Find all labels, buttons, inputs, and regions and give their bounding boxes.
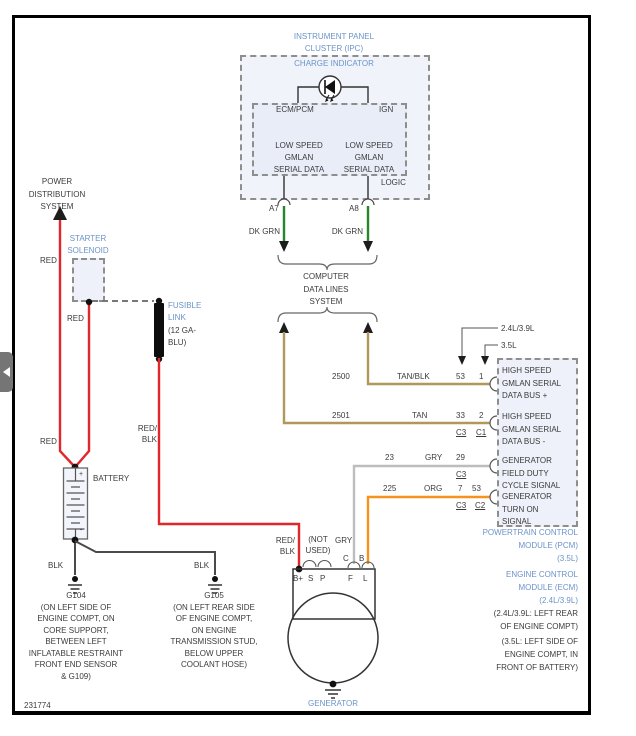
- ecm-pcm-label: ECM/PCM: [276, 105, 314, 114]
- blk-ground-g104-wire: [68, 543, 82, 593]
- circuit-2500-number: 2500: [332, 372, 350, 381]
- generator-conn-b-label: B: [359, 554, 365, 563]
- circuit-225-color: ORG: [424, 484, 443, 493]
- redblk-wire-label-generator: RED/ BLK: [275, 536, 295, 556]
- ign-label: IGN: [379, 105, 394, 114]
- signal-hs-gmlan-plus: HIGH SPEED GMLAN SERIAL DATA BUS +: [502, 366, 562, 400]
- blk-wire-label-g104: BLK: [48, 561, 64, 570]
- signal-turn-on: GENERATOR TURN ON SIGNAL: [502, 492, 552, 526]
- connector-c2-label: C2: [475, 501, 486, 510]
- connector-c1-label: C1: [476, 428, 487, 437]
- computer-data-lines-label: COMPUTER DATA LINES SYSTEM: [303, 272, 349, 306]
- circuit-2501-pin-a: 33: [456, 411, 465, 420]
- battery-plus-sign: +: [79, 471, 84, 478]
- connector-c3-label-1: C3: [456, 428, 467, 437]
- terminal-bplus: B+: [293, 574, 304, 583]
- circuit-2500-pin-a: 53: [456, 372, 465, 381]
- signal-hs-gmlan-minus: HIGH SPEED GMLAN SERIAL DATA BUS -: [502, 412, 562, 446]
- fusible-link-label-2: LINK: [168, 313, 186, 322]
- circuit-225-number: 225: [383, 484, 397, 493]
- pin-a7-label: A7: [269, 204, 279, 213]
- ground-g105-note: G105 (ON LEFT REAR SIDE OF ENGINE COMPT, ON ENGINE TRANSMISSION STUD, BELOW UPPER COOLANT HOSE): [170, 591, 258, 669]
- battery-label: BATTERY: [93, 474, 130, 483]
- not-used-note: (NOT USED): [305, 535, 331, 555]
- pcm-module-label: POWERTRAIN CONTROL MODULE (PCM) (3.5L): [482, 528, 578, 563]
- circuit-225-pin-a: 7: [458, 484, 463, 493]
- low-speed-gmlan-left: LOW SPEED GMLAN SERIAL DATA: [273, 141, 325, 174]
- generator-label: GENERATOR: [308, 699, 358, 708]
- fusible-link-spec-2: BLU): [168, 338, 187, 347]
- redblk-wire-label-link: RED/ BLK: [137, 424, 157, 444]
- pcm-location-note: (3.5L: LEFT SIDE OF ENGINE COMPT, IN FRONT OF BATTERY): [496, 637, 578, 672]
- ecm-module-label: ENGINE CONTROL MODULE (ECM) (2.4L/3.9L): [505, 570, 578, 605]
- terminal-s: S: [308, 574, 314, 583]
- diagram-number: 231774: [24, 701, 51, 710]
- ipc-title: INSTRUMENT PANEL CLUSTER (IPC): [293, 32, 375, 53]
- power-distribution-label: POWER DISTRIBUTION SYSTEM: [28, 177, 86, 211]
- red-wire-label-2: RED: [67, 314, 84, 323]
- fusible-link-symbol: [86, 298, 164, 362]
- blk-wire-label-g105: BLK: [194, 561, 210, 570]
- gry-wire-label-generator: GRY: [335, 536, 353, 545]
- collapse-left-arrow-icon: [3, 367, 10, 377]
- starter-solenoid-label: STARTER SOLENOID: [67, 234, 109, 255]
- charge-indicator-symbol: [298, 76, 368, 103]
- signal-field-duty: GENERATOR FIELD DUTY CYCLE SIGNAL: [502, 456, 561, 490]
- circuit-2501-number: 2501: [332, 411, 350, 420]
- engine-variant-pointers: [458, 328, 498, 365]
- ground-g104-note: G104 (ON LEFT SIDE OF ENGINE COMPT, ON CORE SUPPORT, BETWEEN LEFT INFLATABLE RESTRAINT FRONT END SENSOR & G109): [28, 591, 124, 681]
- generator-conn-c-label: C: [343, 554, 349, 563]
- circuit-2501-pin-b: 2: [479, 411, 484, 420]
- circuit-23-color: GRY: [425, 453, 443, 462]
- logic-label: LOGIC: [381, 178, 406, 187]
- gry-wire: [354, 466, 496, 564]
- circuit-23-pin: 29: [456, 453, 465, 462]
- callout-35l: 3.5L: [501, 341, 517, 350]
- collapse-panel-tab[interactable]: [0, 352, 13, 392]
- terminal-f: F: [348, 574, 353, 583]
- red-wire-label-1: RED: [40, 256, 57, 265]
- circuit-2500-pin-b: 1: [479, 372, 484, 381]
- connector-c3-label-3: C3: [456, 501, 467, 510]
- circuit-2500-color: TAN/BLK: [397, 372, 430, 381]
- terminal-p: P: [320, 574, 326, 583]
- circuit-23-number: 23: [385, 453, 394, 462]
- ipc-exit-wires: [278, 176, 374, 205]
- charge-indicator-label: CHARGE INDICATOR: [294, 59, 374, 68]
- ecm-location-note: (2.4L/3.9L: LEFT REAR OF ENGINE COMPT): [493, 609, 578, 631]
- circuit-2501-color: TAN: [412, 411, 428, 420]
- battery-minus-sign: -: [80, 527, 83, 534]
- terminal-l: L: [363, 574, 368, 583]
- pcm-connector-bumps: [490, 377, 497, 504]
- fusible-link-spec-1: (12 GA-: [168, 326, 197, 335]
- battery-symbol: [64, 464, 88, 544]
- callout-24l-39l: 2.4L/3.9L: [501, 324, 535, 333]
- low-speed-gmlan-right: LOW SPEED GMLAN SERIAL DATA: [343, 141, 395, 174]
- circuit-225-pin-b: 53: [472, 484, 481, 493]
- dk-grn-label-left: DK GRN: [248, 227, 280, 236]
- connector-c3-label-2: C3: [456, 470, 467, 479]
- fusible-link-label-1: FUSIBLE: [168, 301, 202, 310]
- dk-grn-label-right: DK GRN: [331, 227, 363, 236]
- red-wire-label-3: RED: [40, 437, 57, 446]
- pin-a8-label: A8: [349, 204, 359, 213]
